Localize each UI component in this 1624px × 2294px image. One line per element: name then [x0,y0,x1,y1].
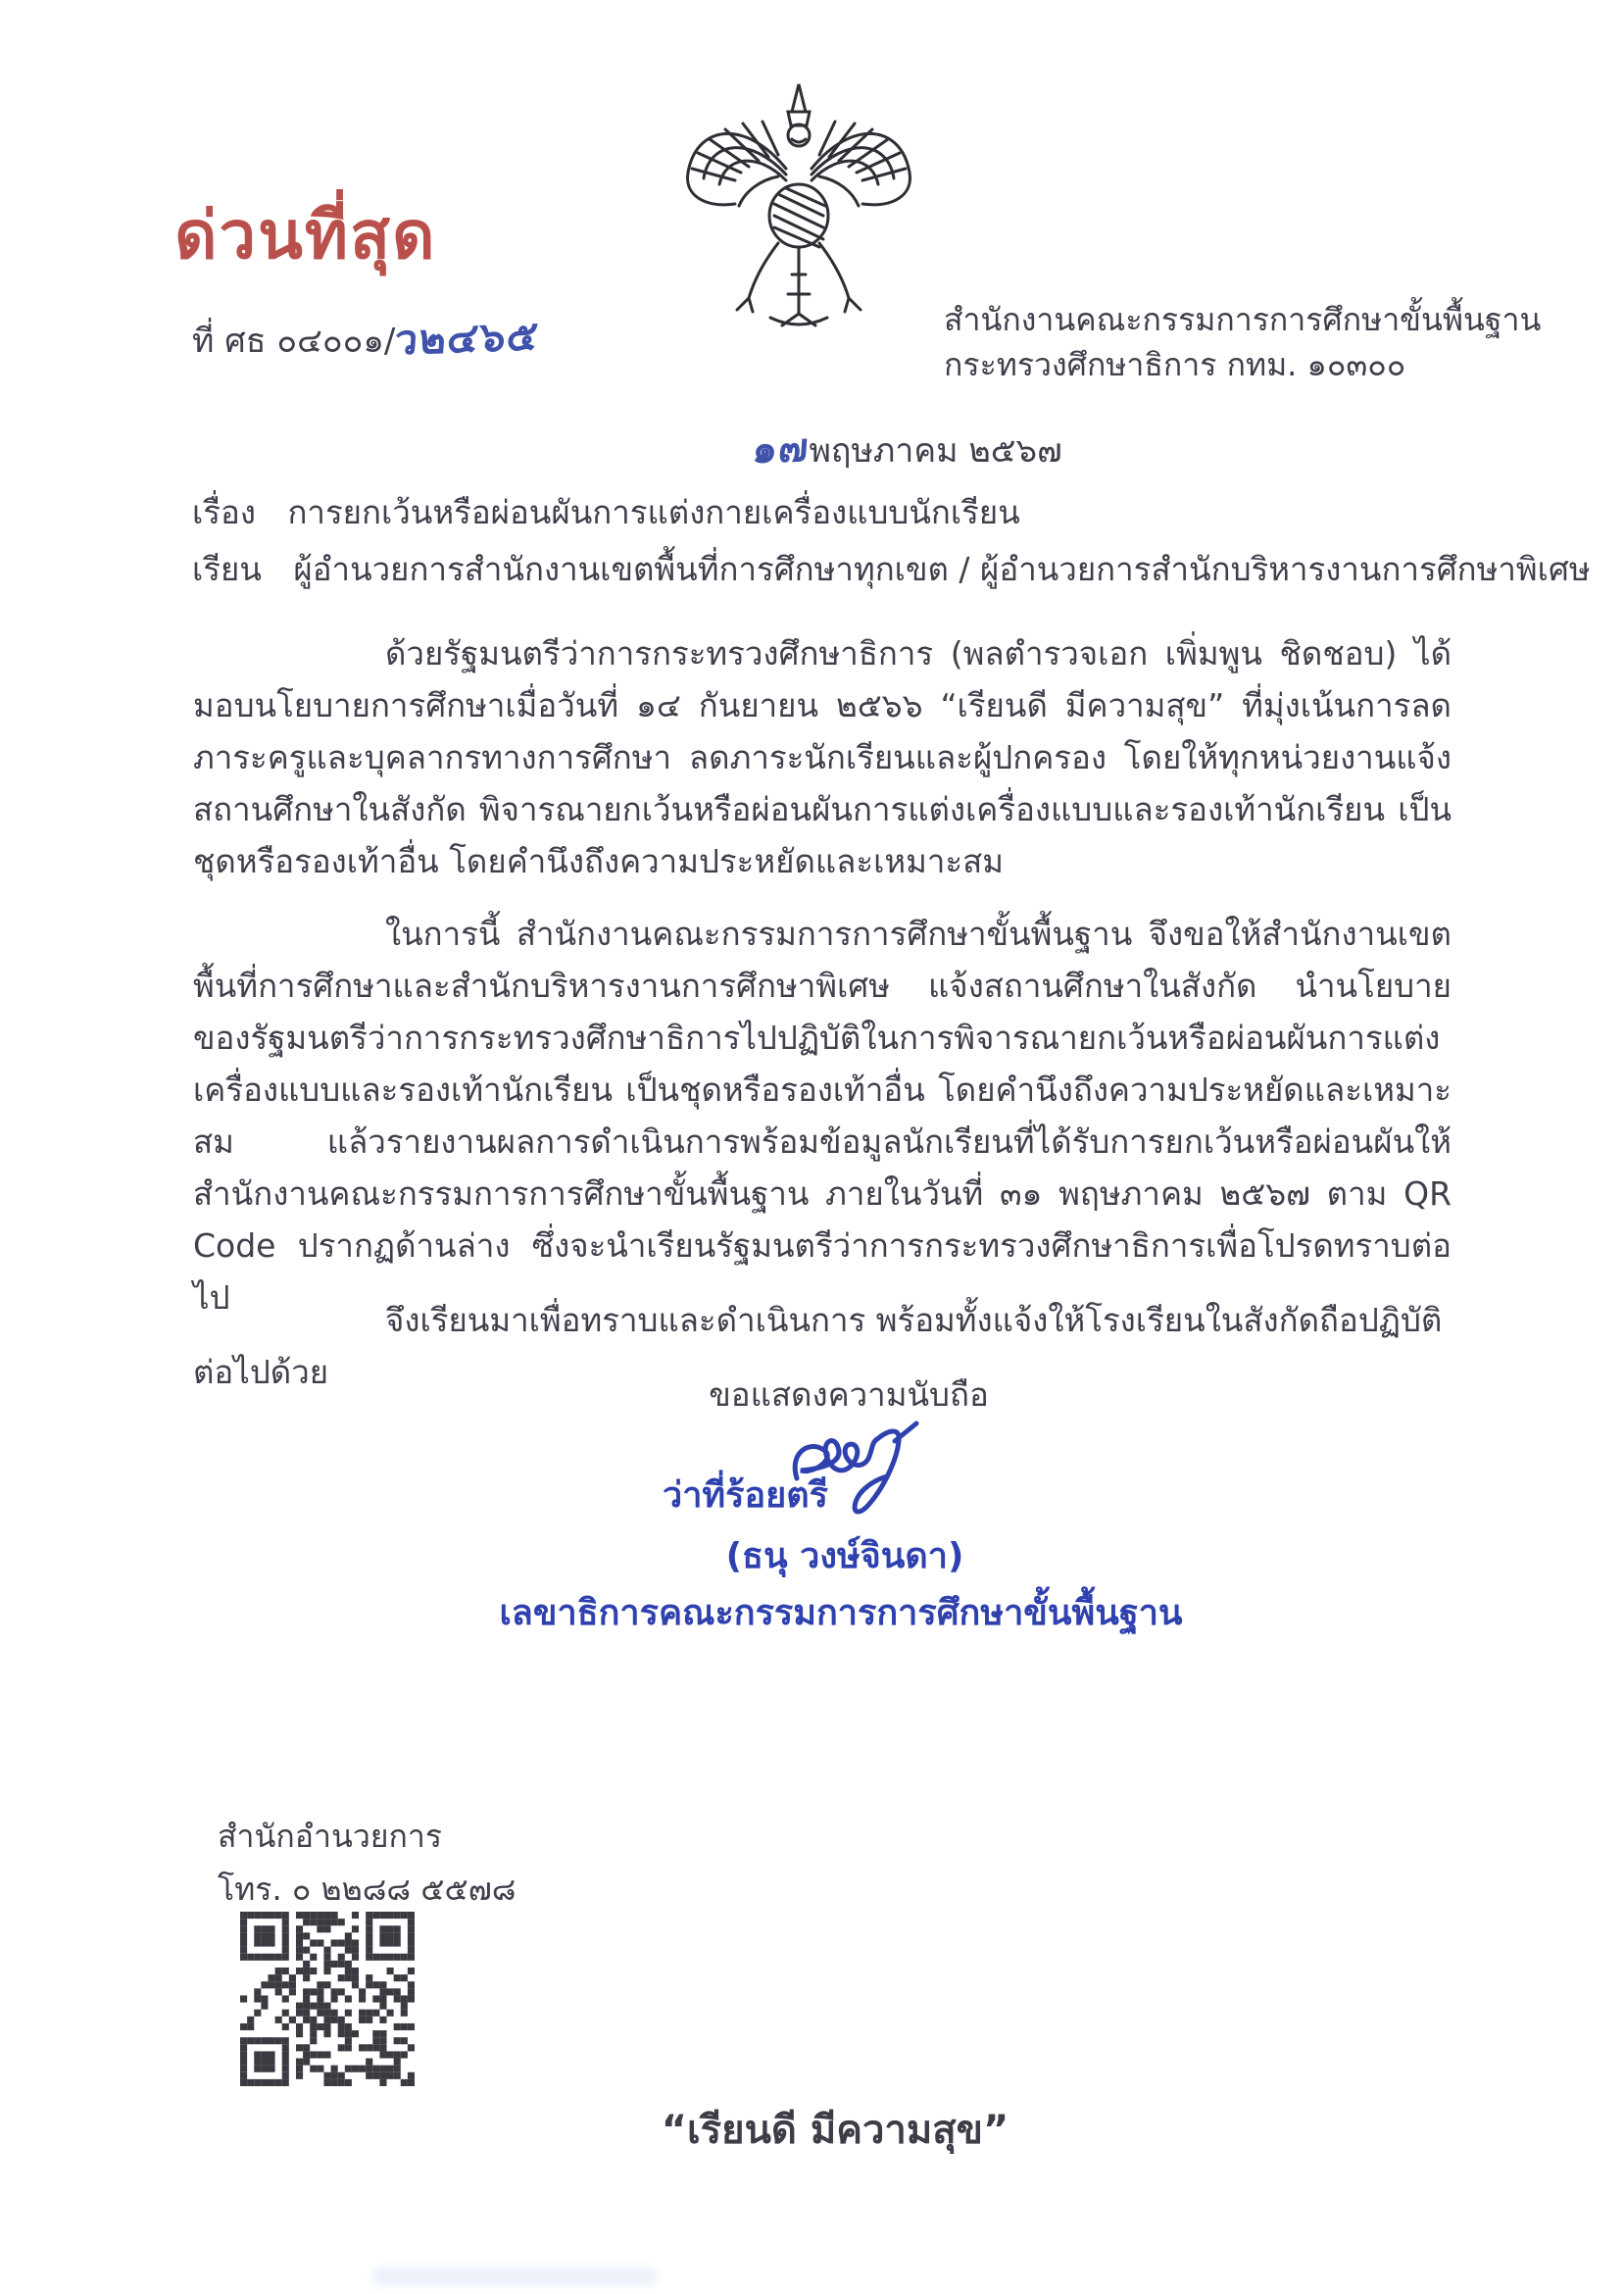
reference-number-printed: ที่ ศธ ๐๔๐๐๑/ [192,322,396,361]
letter-date [753,417,1062,479]
issuing-bureau: สำนักอำนวยการ [218,1818,443,1855]
urgency-stamp: ด่วนที่สุด [174,196,437,274]
slogan: “เรียนดี มีความสุข” [661,2108,1009,2153]
subject-text: การยกเว้นหรือผ่อนผันการแต่งกายเครื่องแบบนักเรียน [287,493,1020,531]
scan-bleed-artifact [372,2267,657,2286]
phone-number: โทร. ๐ ๒๒๘๘ ๕๕๗๘ [218,1870,517,1908]
body-paragraph-3: จึงเรียนมาเพื่อทราบและดำเนินการ พร้อมทั้งแจ้งให้โรงเรียนในสังกัดถือปฏิบัติต่อไปด้วย [193,1301,1443,1391]
recipient-label: เรียน [192,550,262,588]
signer-title: เลขาธิการคณะกรรมการการศึกษาขั้นพื้นฐาน [499,1593,1183,1633]
letter-date-day-handwritten: ๑๗ [751,425,812,473]
signature-scribble [779,1420,946,1537]
agency-address: กระทรวงศึกษาธิการ กทม. ๑๐๓๐๐ [944,346,1406,383]
reference-number-handwritten: ว๒๔๖๕ [393,311,541,365]
signer-name: (ธนุ วงษ์จินดา) [725,1536,964,1576]
body-paragraph-1: ด้วยรัฐมนตรีว่าการกระทรวงศึกษาธิการ (พลตำรวจเอก เพิ่มพูน ชิดชอบ) ได้มอบนโยบายการศึกษาเมื่อวันที่ ๑๔ กันยายน ๒๕๖๖ “เรียนดี มีความสุข” ที่มุ่งเน้นการลดภาระครูและบุคลากรทางการศึกษา ลดภาระนักเรียนและผู้ปกครอง โดยให้ทุกหน่วยงานแจ้งสถานศึกษาในสังกัด พิจารณายกเว้นหรือผ่อนผันการแต่งเครื่องแบบและรองเท้านักเรียน เป็นชุดหรือรองเท้าอื่น โดยคำนึงถึงความประหยัดและเหมาะสม [193,634,1452,880]
garuda-emblem-icon [676,78,921,331]
body-paragraph-2: ในการนี้ สำนักงานคณะกรรมการการศึกษาขั้นพื้นฐาน จึงขอให้สำนักงานเขตพื้นที่การศึกษาและสำนักบริหารงานการศึกษาพิเศษ แจ้งสถานศึกษาในสังกัด นำนโยบายของรัฐมนตรีว่าการกระทรวงศึกษาธิการไปปฏิบัติในการพิจารณายกเว้นหรือผ่อนผันการแต่งเครื่องแบบและรองเท้านักเรียน เป็นชุดหรือรองเท้าอื่น โดยคำนึงถึงความประหยัดและเหมาะสม แล้วรายงานผลการดำเนินการพร้อมข้อมูลนักเรียนที่ได้รับการยกเว้นหรือผ่อนผันให้สำนักงานคณะกรรมการการศึกษาขั้นพื้นฐาน ภายในวันที่ ๓๑ พฤษภาคม ๒๕๖๗ ตาม QR Code ปรากฏด้านล่าง ซึ่งจะนำเรียนรัฐมนตรีว่าการกระทรวงศึกษาธิการเพื่อโปรดทราบต่อไป [193,915,1452,1317]
agency-block [944,297,1541,387]
subject-label: เรื่อง [192,493,256,531]
agency-name: สำนักงานคณะกรรมการการศึกษาขั้นพื้นฐาน [944,301,1542,338]
signer-rank: ว่าที่ร้อยตรี [663,1475,828,1516]
qr-code [240,1912,415,2086]
reference-number [192,306,539,371]
recipient-line [192,543,1591,595]
recipient-text: ผู้อำนวยการสำนักงานเขตพื้นที่การศึกษาทุกเขต / ผู้อำนวยการสำนักบริหารงานการศึกษาพิเศษ [293,550,1591,588]
subject-line [192,486,1020,538]
letter-date-printed: พฤษภาคม ๒๕๖๗ [809,431,1062,471]
closing-phrase: ขอแสดงความนับถือ [709,1375,989,1414]
